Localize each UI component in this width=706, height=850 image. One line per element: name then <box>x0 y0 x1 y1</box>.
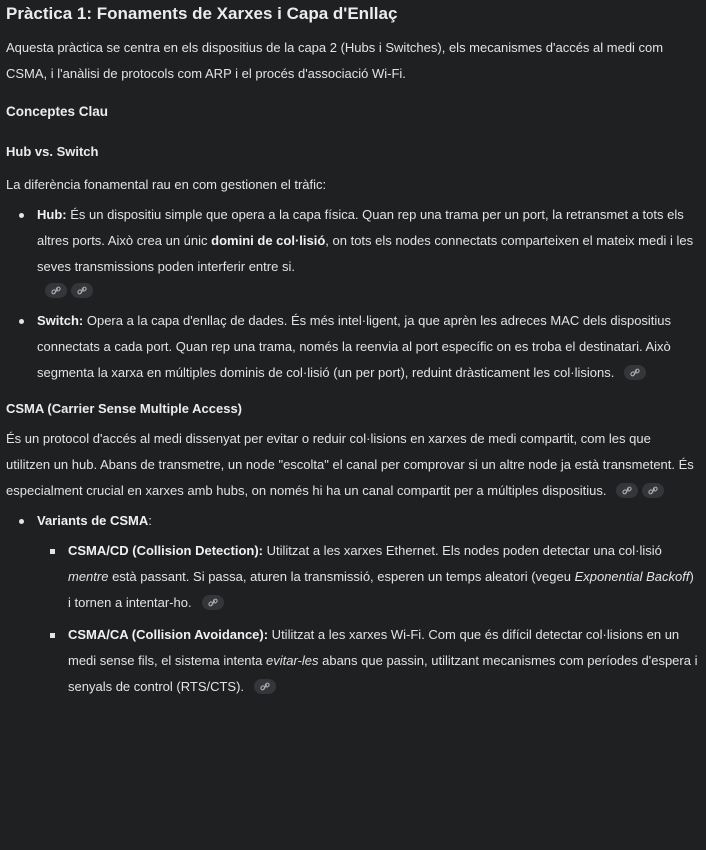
csma-cd-text: Utilitzat a les xarxes Ethernet. Els nodes poden detectar una col·lisió <box>263 543 662 558</box>
link-icon <box>260 682 270 691</box>
csma-ca-text: Utilitzat a les xarxes Wi-Fi. Com que és difícil detectar col·lisions en un medi sense fils, el sistema intenta <box>68 627 680 668</box>
csma-ca-label: CSMA/CA (Collision Avoidance): <box>68 627 269 642</box>
variants-list <box>37 538 698 700</box>
hub-text: És un dispositiu simple que opera a la capa física. Quan rep una trama per un port, la retransmet a tots els altres ports. Això crea un únic <box>37 207 684 248</box>
csma-cd-text-2: està passant. Si passa, aturen la transmissió, esperen un temps aleatori (vegeu <box>108 569 575 584</box>
hub-switch-list <box>6 202 698 386</box>
csma-ca-text-2: abans que passin, utilitzant mecanismes com períodes d'espera i senyals de control (RTS/CTS). <box>68 653 698 694</box>
csma-cd-label: CSMA/CD (Collision Detection): <box>68 543 263 558</box>
section-heading: Conceptes Clau <box>6 104 109 119</box>
list-item-variants <box>37 508 698 700</box>
link-icon <box>51 286 61 295</box>
list-item-hub <box>37 202 698 302</box>
list-item-csma-ca <box>68 622 698 700</box>
document <box>0 2 706 700</box>
switch-label: Switch: <box>37 313 84 328</box>
intro-paragraph: Aquesta pràctica se centra en els dispositius de la capa 2 (Hubs i Switches), els mecanismes d'accés al medi com CSMA, i l'anàlisi de protocols com ARP i el procés d'associació Wi-Fi. <box>6 40 664 81</box>
hub-switch-heading: Hub vs. Switch <box>6 144 99 159</box>
variants-colon: : <box>148 513 152 528</box>
source-link-chip[interactable] <box>71 283 93 298</box>
csma-ca-emphasis: evitar-les <box>265 653 319 668</box>
source-link-chip[interactable] <box>624 365 646 380</box>
source-link-chip[interactable] <box>642 483 664 498</box>
hub-text-end: , on tots els nodes connectats comparteixen el mateix medi i les seves transmissions poden interferir entre si. <box>37 233 694 274</box>
link-icon <box>630 368 640 377</box>
csma-paragraph <box>6 426 698 504</box>
hub-label: Hub: <box>37 207 67 222</box>
link-icon <box>208 598 218 607</box>
list-item-csma-cd <box>68 538 698 616</box>
link-icon <box>77 286 87 295</box>
hub-bold-term: domini de col·lisió <box>211 233 326 248</box>
csma-list <box>6 508 698 700</box>
csma-cd-emphasis: mentre <box>68 569 109 584</box>
source-link-chip[interactable] <box>616 483 638 498</box>
csma-cd-text-3: ) i tornen a intentar-ho. <box>68 569 694 610</box>
hub-switch-lead: La diferència fonamental rau en com gestionen el tràfic: <box>6 177 327 192</box>
source-link-chip[interactable] <box>202 595 224 610</box>
source-link-chip[interactable] <box>45 283 67 298</box>
source-link-chip[interactable] <box>254 679 276 694</box>
csma-text: És un protocol d'accés al medi dissenyat per evitar o reduir col·lisions en xarxes de medi compartit, com les que utilitzen un hub. Abans de transmetre, un node "escolta" el canal per comprovar si un altre node ja està transmetent. És especialment crucial en xarxes amb hubs, on només hi ha un canal compartit per a múltiples dispositius. <box>6 431 694 498</box>
link-icon <box>648 486 658 495</box>
page-title: Pràctica 1: Fonaments de Xarxes i Capa d'Enllaç <box>6 4 398 23</box>
switch-text: Opera a la capa d'enllaç de dades. És més intel·ligent, ja que aprèn les adreces MAC dels dispositius connectats a cada port. Quan rep una trama, només la reenvia al port específic on es troba el destinatari. Això segmenta la xarxa en múltiples dominis de col·lisió (un per port), reduint dràsticament les col·lisions. <box>37 313 672 380</box>
source-chip-row <box>37 280 698 302</box>
csma-cd-emphasis-2: Exponential Backoff <box>574 569 690 584</box>
list-item-switch <box>37 308 698 386</box>
csma-heading: CSMA (Carrier Sense Multiple Access) <box>6 401 242 416</box>
variants-label: Variants de CSMA <box>37 513 149 528</box>
link-icon <box>622 486 632 495</box>
